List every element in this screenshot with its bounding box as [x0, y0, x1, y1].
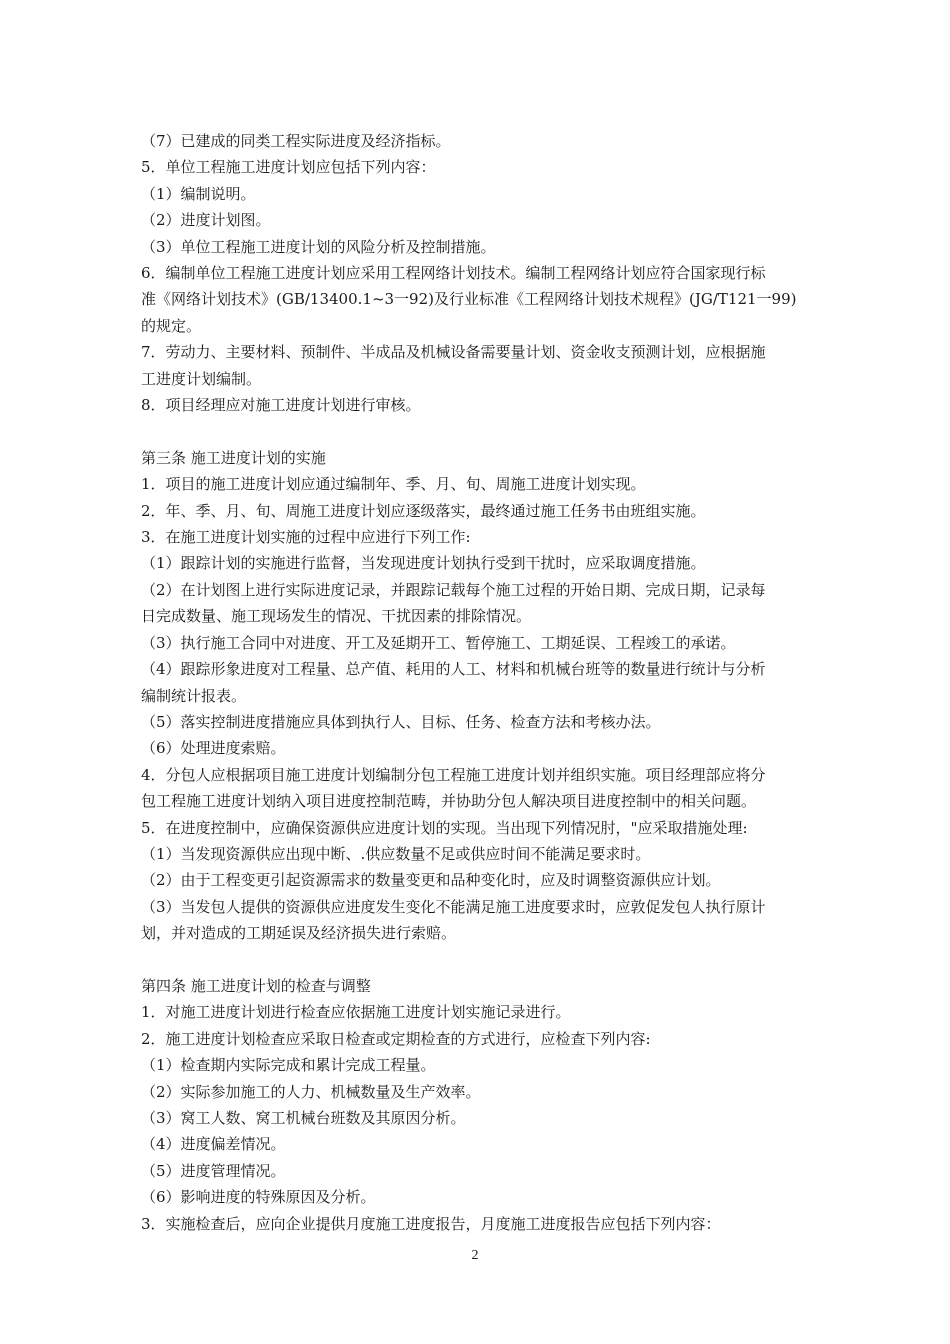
- text-line: 1．项目的施工进度计划应通过编制年、季、月、旬、周施工进度计划实现。: [141, 475, 646, 494]
- text-line: （5）落实控制进度措施应具体到执行人、目标、任务、检查方法和考核办法。: [141, 712, 661, 731]
- text-line: 准《网络计划技术》(GB/13400.1~3一92)及行业标准《工程网络计划技术规程》(JG/T121一99): [141, 290, 797, 309]
- text-line: （2）实际参加施工的人力、机械数量及生产效率。: [141, 1082, 481, 1101]
- document-body: [141, 128, 841, 1237]
- text-line: （2）在计划图上进行实际进度记录，并跟踪记载每个施工过程的开始日期、完成日期，记录每: [141, 580, 766, 599]
- page-number: 2: [471, 1248, 479, 1263]
- text-line: 7．劳动力、主要材料、预制件、半成品及机械设备需要量计划、资金收支预测计划，应根据施: [141, 343, 766, 362]
- text-line: （2）由于工程变更引起资源需求的数量变更和品种变化时，应及时调整资源供应计划。: [141, 871, 721, 890]
- text-line: 划，并对造成的工期延误及经济损失进行索赔。: [141, 924, 457, 943]
- text-line: （1）当发现资源供应出现中断、.供应数量不足或供应时间不能满足要求时。: [141, 844, 651, 863]
- text-line: （5）进度管理情况。: [141, 1161, 286, 1180]
- text-line: （6）处理进度索赔。: [141, 739, 286, 758]
- text-line: 6．编制单位工程施工进度计划应采用工程网络计划技术。编制工程网络计划应符合国家现行标: [141, 264, 766, 283]
- text-line: （2）进度计划图。: [141, 211, 271, 230]
- text-line: 8．项目经理应对施工进度计划进行审核。: [141, 396, 421, 415]
- text-line: （3）单位工程施工进度计划的风险分析及控制措施。: [141, 237, 496, 256]
- text-line: （1）检查期内实际完成和累计完成工程量。: [141, 1056, 436, 1075]
- text-line: 日完成数量、施工现场发生的情况、干扰因素的排除情况。: [141, 607, 532, 626]
- text-line: 5．在进度控制中，应确保资源供应进度计划的实现。当出现下列情况肘，"应采取措施处理:: [141, 818, 748, 837]
- paragraph-gap: [141, 947, 841, 973]
- paragraph-gap: [141, 418, 841, 444]
- text-line: 2．施工进度计划检查应采取日检查或定期检查的方式进行，应检查下列内容:: [141, 1029, 651, 1048]
- text-line: 4．分包人应根据项目施工进度计划编制分包工程施工进度计划并组织实施。项目经理部应将分: [141, 765, 766, 784]
- text-line: 3．在施工进度计划实施的过程中应进行下列工作:: [141, 528, 471, 547]
- text-line: （3）执行施工合同中对进度、开工及延期开工、暂停施工、工期延误、工程竣工的承诺。: [141, 633, 736, 652]
- text-line: 5．单位工程施工进度计划应包括下列内容：: [141, 158, 436, 177]
- text-line: 3．实施检查后，应向企业提供月度施工进度报告，月度施工进度报告应包括下列内容：: [141, 1214, 721, 1233]
- text-line: 包工程施工进度计划纳入项目进度控制范畴，并协助分包人解决项目进度控制中的相关问题。: [141, 792, 757, 811]
- text-line: （1）跟踪计划的实施进行监督，当发现进度计划执行受到干扰时，应采取调度措施。: [141, 554, 706, 573]
- text-line: （3）窝工人数、窝工机械台班数及其原因分析。: [141, 1109, 466, 1127]
- text-line: （1）编制说明。: [141, 184, 256, 203]
- text-line: 的规定。: [141, 316, 202, 335]
- text-line: 1．对施工进度计划进行检查应依据施工进度计划实施记录进行。: [141, 1003, 571, 1022]
- text-line: 工进度计划编制。: [141, 369, 262, 388]
- text-line: 2．年、季、月、旬、周施工进度计划应逐级落实，最终通过施工任务书由班组实施。: [141, 501, 706, 520]
- text-line: （7）已建成的同类工程实际进度及经济指标。: [141, 132, 451, 150]
- section-heading: 第四条 施工进度计划的检查与调整: [141, 976, 371, 995]
- text-line: 编制统计报表。: [141, 686, 247, 705]
- text-line: （3）当发包人提供的资源供应进度发生变化不能满足施工进度要求时，应敦促发包人执行原计: [141, 897, 766, 916]
- text-line: （4）跟踪形象进度对工程量、总产值、耗用的人工、材料和机械台班等的数量进行统计与分析: [141, 660, 766, 679]
- text-line: （6）影响进度的特殊原因及分析。: [141, 1188, 376, 1207]
- section-heading: 第三条 施工进度计划的实施: [141, 448, 326, 467]
- text-line: （4）进度偏差情况。: [141, 1135, 286, 1154]
